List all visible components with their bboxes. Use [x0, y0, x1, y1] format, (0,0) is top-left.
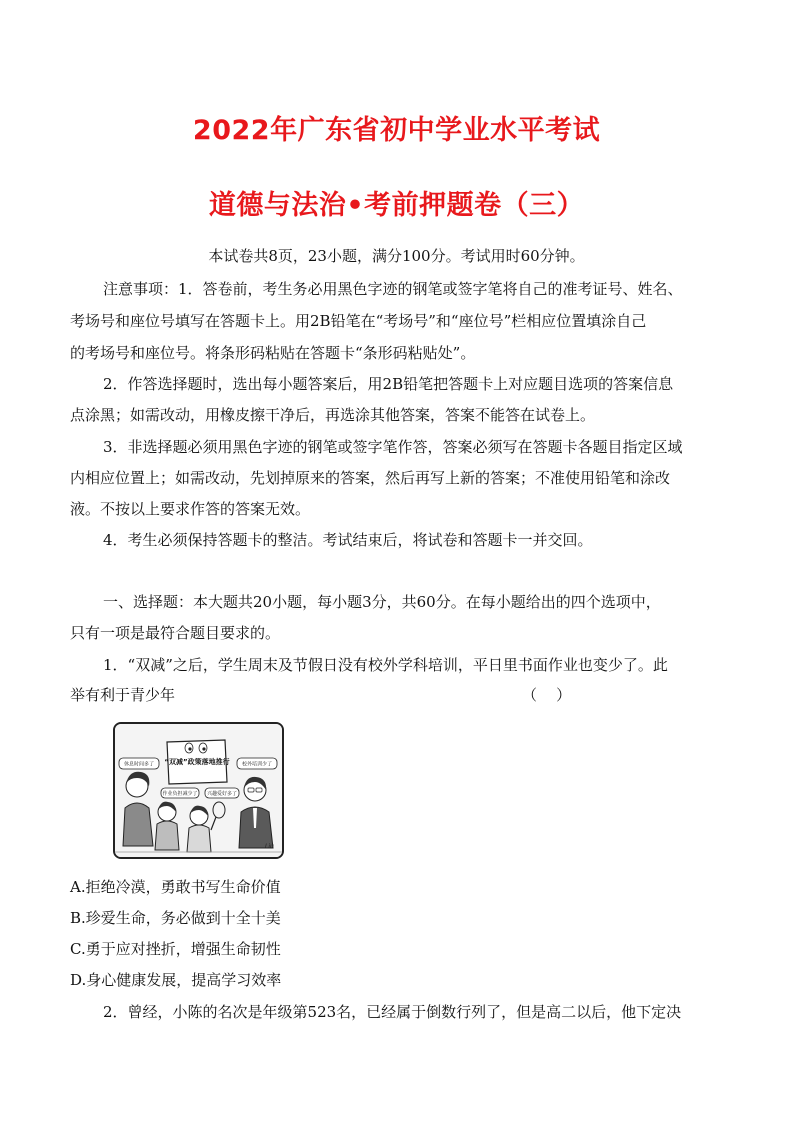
- cartoon-illustration: [113, 722, 284, 859]
- child-body: [155, 821, 179, 850]
- child-body: [187, 825, 211, 852]
- speech-bubble-text: 校外培训少了: [241, 761, 273, 768]
- notes-line: 内相应位置上；如需改动，先划掉原来的答案，然后再写上新的答案；不准使用铅笔和涂改: [70, 469, 671, 487]
- exam-title: 2022年广东省初中学业水平考试: [192, 115, 601, 146]
- speech-bubble-text: 兴趣爱好多了: [206, 791, 238, 797]
- option-c: C.勇于应对挫折，增强生命韧性: [70, 940, 281, 958]
- question-2-stem: 2．曾经，小陈的名次是年级第523名，已经属于倒数行列了，但是高二以后，他下定决: [103, 1003, 682, 1021]
- cartoon-drawing: [115, 724, 282, 857]
- notes-line: 3．非选择题必须用黑色字迹的钢笔或签字笔作答，答案必须写在答题卡各题目指定区域: [103, 438, 683, 456]
- notes-line: 液。不按以上要求作答的答案无效。: [70, 500, 311, 518]
- artist-signature: Liu: [265, 843, 274, 850]
- notes-line: 4．考生必须保持答题卡的整洁。考试结束后，将试卷和答题卡一并交回。: [103, 531, 593, 549]
- sign-pupil: [202, 747, 205, 750]
- section-heading: 只有一项是最符合题目要求的。: [70, 624, 281, 642]
- sign-pupil: [188, 747, 191, 750]
- notes-line: 考场号和座位号填写在答题卡上。用2B铅笔在“考场号”和“座位号”栏相应位置填涂自己: [70, 312, 647, 330]
- option-d: D.身心健康发展，提高学习效率: [70, 971, 282, 989]
- option-b: B.珍爱生命，务必做到十全十美: [70, 909, 281, 927]
- section-heading: 一、选择题：本大题共20小题，每小题3分，共60分。在每小题给出的四个选项中，: [103, 593, 661, 611]
- question-1-stem: 举有利于青少年: [70, 686, 176, 704]
- speech-bubble-text: 休息时间多了: [123, 761, 155, 768]
- exam-subtitle: 道德与法治•考前押题卷（三）: [208, 190, 585, 221]
- exam-intro: 本试卷共8页，23小题，满分100分。考试用时60分钟。: [208, 247, 585, 265]
- question-1-stem: 1．“双减”之后，学生周末及节假日没有校外学科培训，平日里书面作业也变少了。此: [103, 656, 668, 674]
- notes-line: 点涂黑；如需改动，用橡皮擦干净后，再选涂其他答案，答案不能答在试卷上。: [70, 406, 596, 424]
- option-a: A.拒绝冷漠，勇敢书写生命价值: [70, 878, 281, 896]
- notes-line: 注意事项：1．答卷前，考生务必用黑色字迹的钢笔或签字笔将自己的准考证号、姓名、: [103, 280, 683, 298]
- notes-line: 的考场号和座位号。将条形码粘贴在答题卡“条形码粘贴处”。: [70, 344, 476, 362]
- notes-line: 2．作答选择题时，选出每小题答案后，用2B铅笔把答题卡上对应题目选项的答案信息: [103, 375, 674, 393]
- policy-sign-text: “双减”政策落地推行: [164, 758, 230, 766]
- speech-bubble-text: 作业负担减少了: [162, 791, 198, 797]
- answer-blank: （ ）: [522, 686, 572, 704]
- mother-body: [123, 803, 153, 846]
